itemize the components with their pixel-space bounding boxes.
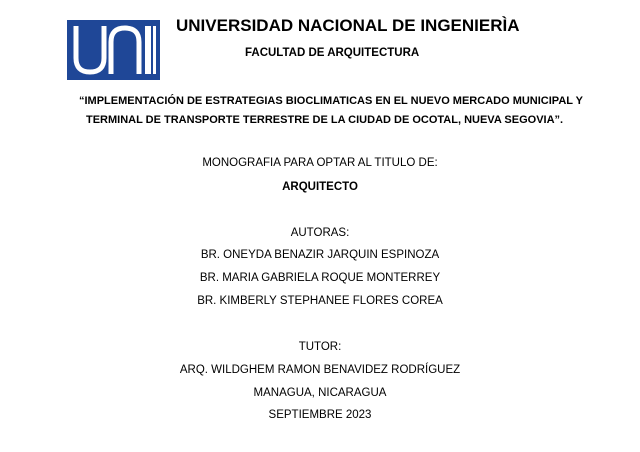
authors-label: AUTORAS: xyxy=(290,227,350,239)
faculty-name: FACULTAD DE ARQUITECTURA xyxy=(245,47,420,59)
degree-value: ARQUITECTO xyxy=(282,181,358,193)
tutor-name: ARQ. WILDGHEM RAMON BENAVIDEZ RODRÍGUEZ xyxy=(179,364,461,376)
author-name: BR. ONEYDA BENAZIR JARQUIN ESPINOZA xyxy=(200,249,440,261)
tutor-label: TUTOR: xyxy=(298,341,342,353)
uni-logo xyxy=(67,20,160,80)
author-name: BR. MARIA GABRIELA ROQUE MONTERREY xyxy=(199,272,441,284)
author-name: BR. KIMBERLY STEPHANEE FLORES COREA xyxy=(197,295,443,307)
degree-label: MONOGRAFIA PARA OPTAR AL TITULO DE: xyxy=(202,157,438,169)
date: SEPTIEMBRE 2023 xyxy=(268,409,372,421)
thesis-title-line2: TERMINAL DE TRANSPORTE TERRESTRE DE LA CIUDAD DE OCOTAL, NUEVA SEGOVIA”. xyxy=(86,114,564,126)
thesis-title-line1: “IMPLEMENTACIÓN DE ESTRATEGIAS BIOCLIMATICAS EN EL NUEVO MERCADO MUNICIPAL Y xyxy=(79,95,583,107)
university-name: UNIVERSIDAD NACIONAL DE INGENIERÌA xyxy=(176,16,520,35)
place: MANAGUA, NICARAGUA xyxy=(253,387,387,399)
